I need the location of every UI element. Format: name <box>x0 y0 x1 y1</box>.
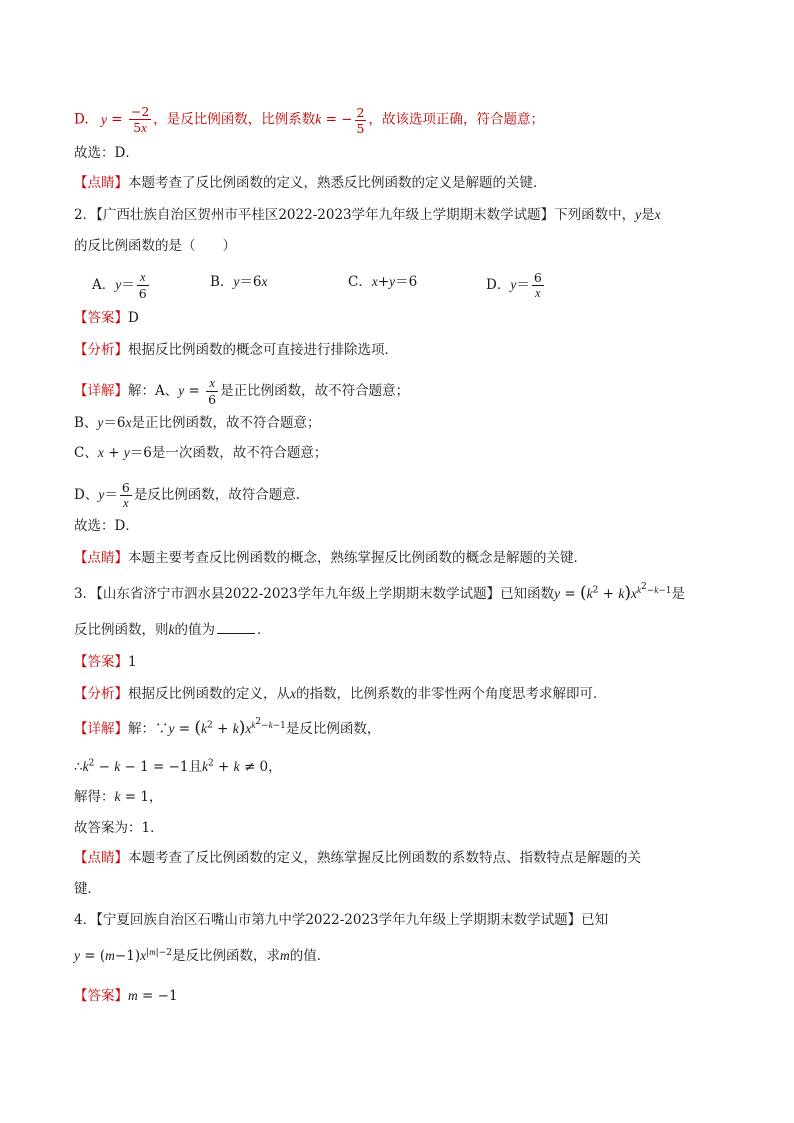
q3-answer-line: 故答案为：1． <box>74 820 164 836</box>
q2-dianjing: 【点睛】本题主要考查反比例函数的概念，熟练掌握反比例函数的概念是解题的关键． <box>74 550 587 566</box>
q2-analysis: 【分析】根据反比例函数的概念可直接进行排除选项． <box>74 342 398 358</box>
q2-answer-line: 故选：D． <box>74 518 139 534</box>
q3-dianjing-cont: 键． <box>74 881 101 897</box>
q2-answer: 【答案】D <box>74 310 139 326</box>
q2-detail-a: 【详解】解：A、y = $\frac{x}{6}$ 是正比例函数，故不符合题意； <box>74 376 410 407</box>
q1-option-d: D. y = $\frac{-2}{5x}$ ，是反比例函数，比例系数k = − $\frac{2}{5}$ ，故该选项正确，符合题意； <box>74 104 544 136</box>
q3-detail-2: $\therefore k^2 - k - 1 = -1$且$k^2 + k \ne 0$， <box>74 758 282 775</box>
q3-answer: 【答案】1 <box>74 654 137 670</box>
q3-solve: 解得：k = 1， <box>74 789 163 805</box>
q4-answer: 【答案】m = −1 <box>74 988 178 1004</box>
q3-detail-1: 【详解】解：∵y = $(k^2 + k)x^{k^2-k-1}$是反比例函数， <box>74 716 381 738</box>
q3-stem: 3．【山东省济宁市泗水县2022-2023学年九年级上学期期末数学试题】已知函数$y = (k^2 + k)x^{k^2-k-1}$是 <box>74 581 686 603</box>
q2-option-d: D．y＝ $\frac{6}{x}$ <box>486 270 542 300</box>
q4-stem: 4．【宁夏回族自治区石嘴山市第九中学2022-2023学年九年级上学期期末数学试题】已知 <box>74 912 609 928</box>
q1-answer-line: 故选：D． <box>74 145 139 161</box>
q2-option-a: A．y＝ $\frac{x}{6}$ <box>92 270 147 301</box>
q2-option-c: C．x+y＝6 <box>348 274 418 290</box>
q3-dianjing: 【点睛】本题考查了反比例函数的定义，熟练掌握反比例函数的系数特点、指数特点是解题的关 <box>74 850 641 866</box>
q3-stem-cont: 反比例函数，则k的值为 ． <box>74 622 271 638</box>
q2-option-b: B．y＝6x <box>210 274 268 290</box>
q4-stem-cont: $y = (m-1)x^{|m|-2}$是反比例函数，求m的值． <box>74 946 331 964</box>
q2-detail-b: B、y＝6x是正比例函数，故不符合题意； <box>74 415 321 431</box>
q2-stem-cont: 的反比例函数的是（ ） <box>74 238 236 254</box>
q1-dianjing: 【点睛】本题考查了反比例函数的定义，熟悉反比例函数的定义是解题的关键． <box>74 175 547 191</box>
q2-detail-d: D、y＝ $\frac{6}{x}$ 是反比例函数，故符合题意． <box>74 480 310 510</box>
q3-analysis: 【分析】根据反比例函数的定义，从x的指数，比例系数的非零性两个角度思考求解即可． <box>74 686 607 702</box>
q2-stem: 2．【广西壮族自治区贺州市平桂区2022-2023学年九年级上学期期末数学试题】下列函数中，y是x <box>74 207 661 223</box>
q2-detail-c: C、x + y＝6是一次函数，故不符合题意； <box>74 445 328 461</box>
